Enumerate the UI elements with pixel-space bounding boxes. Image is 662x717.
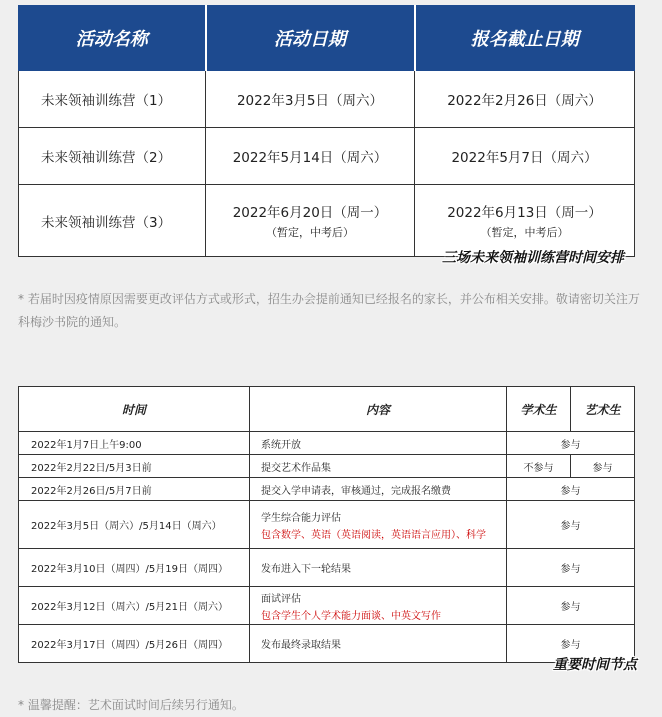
header-activity-date: 活动日期 xyxy=(206,6,415,71)
camp-deadline-note: （暂定，中考后） xyxy=(480,226,569,239)
header-time: 时间 xyxy=(19,387,250,432)
row-participation: 参与 xyxy=(507,625,635,663)
key-dates-header-row xyxy=(19,387,635,432)
table-row xyxy=(19,185,635,257)
camp-date: 2022年3月5日（周六） xyxy=(206,71,415,128)
header-registration-deadline: 报名截止日期 xyxy=(415,6,635,71)
table-row xyxy=(19,478,635,501)
camp-deadline-text: 2022年6月13日（周一） xyxy=(447,205,602,221)
row-time: 2022年3月12日（周六）/5月21日（周六） xyxy=(19,587,250,625)
row-content xyxy=(250,587,507,625)
table-row xyxy=(19,625,635,663)
camp-name: 未来领袖训练营（3） xyxy=(19,185,206,257)
header-activity-name: 活动名称 xyxy=(19,6,206,71)
camp-name: 未来领袖训练营（1） xyxy=(19,71,206,128)
row-time: 2022年3月10日（周四）/5月19日（周四） xyxy=(19,549,250,587)
table-row xyxy=(19,455,635,478)
table-row xyxy=(19,501,635,549)
row-content-title: 面试评估 xyxy=(261,593,301,605)
header-academic: 学术生 xyxy=(507,387,571,432)
row-content: 发布进入下一轮结果 xyxy=(250,549,507,587)
key-dates-table xyxy=(18,386,635,663)
camp-schedule-table xyxy=(18,5,635,257)
row-content xyxy=(250,501,507,549)
camp-table-header-row xyxy=(19,6,635,71)
row-time: 2022年2月22日/5月3日前 xyxy=(19,455,250,478)
camp-date xyxy=(206,185,415,257)
table-row xyxy=(19,549,635,587)
camp-date: 2022年5月14日（周六） xyxy=(206,128,415,185)
table-row xyxy=(19,71,635,128)
row-participation: 参与 xyxy=(507,478,635,501)
camp-deadline xyxy=(415,185,635,257)
row-content: 发布最终录取结果 xyxy=(250,625,507,663)
row-content-detail: 包含数学、英语（英语阅读，英语语言应用）、科学 xyxy=(261,529,486,541)
row-content-detail: 包含学生个人学术能力面谈、中英文写作 xyxy=(261,610,441,622)
table-row xyxy=(19,587,635,625)
camp-table-caption: 三场未来领袖训练营时间安排 xyxy=(442,250,624,266)
camp-name: 未来领袖训练营（2） xyxy=(19,128,206,185)
art-interview-reminder: * 温馨提醒：艺术面试时间后续另行通知。 xyxy=(18,698,244,712)
camp-deadline: 2022年2月26日（周六） xyxy=(415,71,635,128)
row-time: 2022年1月7日上午9:00 xyxy=(19,432,250,455)
row-participation: 参与 xyxy=(507,549,635,587)
row-content: 提交艺术作品集 xyxy=(250,455,507,478)
row-content-title: 学生综合能力评估 xyxy=(261,512,341,524)
row-time: 2022年3月5日（周六）/5月14日（周六） xyxy=(19,501,250,549)
camp-date-text: 2022年6月20日（周一） xyxy=(232,205,388,221)
row-art: 参与 xyxy=(571,455,635,478)
header-art: 艺术生 xyxy=(571,387,635,432)
row-participation: 参与 xyxy=(507,587,635,625)
row-time: 2022年2月26日/5月7日前 xyxy=(19,478,250,501)
row-academic: 不参与 xyxy=(507,455,571,478)
table-row xyxy=(19,128,635,185)
header-content: 内容 xyxy=(250,387,507,432)
key-dates-caption: 重要时间节点 xyxy=(553,657,637,673)
epidemic-notice: * 若届时因疫情原因需要更改评估方式或形式，招生办会提前通知已经报名的家长，并公布相关安排。敬请密切关注万科梅沙书院的通知。 xyxy=(18,292,640,329)
camp-date-note: （暂定，中考后） xyxy=(266,226,354,239)
camp-deadline: 2022年5月7日（周六） xyxy=(415,128,635,185)
row-participation: 参与 xyxy=(507,432,635,455)
row-time: 2022年3月17日（周四）/5月26日（周四） xyxy=(19,625,250,663)
row-participation: 参与 xyxy=(507,501,635,549)
table-row xyxy=(19,432,635,455)
row-content: 提交入学申请表，审核通过，完成报名缴费 xyxy=(250,478,507,501)
row-content: 系统开放 xyxy=(250,432,507,455)
